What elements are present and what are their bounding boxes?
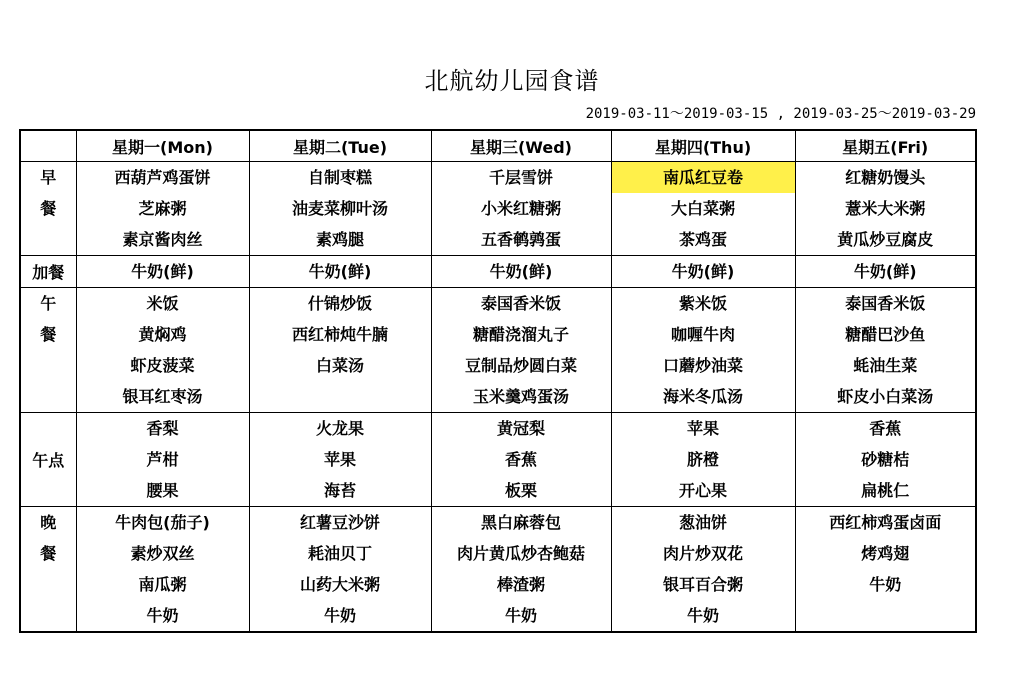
dish-item: 黄焖鸡 xyxy=(138,325,187,344)
menu-cell-dinner-mon xyxy=(76,507,249,633)
meal-row-breakfast xyxy=(20,162,976,256)
meal-row-lunch xyxy=(20,288,976,413)
meal-label-char: 餐 xyxy=(40,544,57,563)
dish-item: 西红柿鸡蛋卤面 xyxy=(829,513,942,532)
meal-label-dinner xyxy=(20,507,76,633)
dish-item: 香梨 xyxy=(146,419,179,438)
meal-label-breakfast xyxy=(20,162,76,256)
dish-item: 板栗 xyxy=(504,481,537,500)
dish-item: 苹果 xyxy=(686,419,719,438)
dish-item: 咖喱牛肉 xyxy=(670,325,735,344)
dish-item: 海苔 xyxy=(323,481,356,500)
menu-cell-lunch-wed xyxy=(431,288,611,413)
day-header-thu: 星期四(Thu) xyxy=(611,130,795,162)
dish-item: 糖醋浇溜丸子 xyxy=(472,325,569,344)
dish-item: 火龙果 xyxy=(315,419,364,438)
dish-item: 苹果 xyxy=(323,450,356,469)
dish-item: 脐橙 xyxy=(686,450,719,469)
menu-cell-breakfast-tue xyxy=(249,162,431,256)
meal-label-char: 晚 xyxy=(40,513,57,532)
day-header-wed: 星期三(Wed) xyxy=(431,130,611,162)
corner-cell xyxy=(20,130,76,162)
date-range: 2019-03-11～2019-03-15 , 2019-03-25～2019-03-29 xyxy=(585,106,976,122)
dish-item: 南瓜粥 xyxy=(138,575,187,594)
dish-item xyxy=(796,600,976,631)
menu-cell-breakfast-wed xyxy=(431,162,611,256)
menu-cell-afternoon-snack-fri xyxy=(795,413,976,507)
meal-label-char: 早 xyxy=(40,168,57,187)
dish-item: 芦柑 xyxy=(146,450,179,469)
dish-item: 山药大米粥 xyxy=(299,575,380,594)
menu-cell-snack-fri xyxy=(795,256,976,288)
dish-item: 葱油饼 xyxy=(678,513,727,532)
dish-item: 棒渣粥 xyxy=(496,575,545,594)
menu-cell-afternoon-snack-thu xyxy=(611,413,795,507)
meal-row-dinner xyxy=(20,507,976,633)
meal-label-lunch xyxy=(20,288,76,413)
dish-item: 素京酱肉丝 xyxy=(122,230,203,249)
dish-item: 虾皮菠菜 xyxy=(130,356,195,375)
dish-item: 香蕉 xyxy=(504,450,537,469)
dish-item: 牛奶(鲜) xyxy=(131,262,194,281)
meal-label-snack: 加餐 xyxy=(20,256,76,288)
dish-item: 白菜汤 xyxy=(315,356,364,375)
meal-label-afternoon-snack: 午点 xyxy=(20,413,76,507)
dish-item: 牛奶 xyxy=(146,606,179,625)
dish-item: 紫米饭 xyxy=(678,294,727,313)
menu-cell-snack-tue xyxy=(249,256,431,288)
dish-item: 银耳红枣汤 xyxy=(122,387,203,406)
dish-item: 红薯豆沙饼 xyxy=(299,513,380,532)
dish-item: 牛奶(鲜) xyxy=(671,262,735,281)
dish-item: 口蘑炒油菜 xyxy=(662,356,743,375)
dish-item: 银耳百合粥 xyxy=(662,575,743,594)
dish-item: 小米红糖粥 xyxy=(480,199,561,218)
menu-cell-dinner-tue xyxy=(249,507,431,633)
day-header-tue: 星期二(Tue) xyxy=(249,130,431,162)
dish-item: 牛奶(鲜) xyxy=(308,262,372,281)
dish-item: 海米冬瓜汤 xyxy=(662,387,743,406)
dish-item: 黄冠梨 xyxy=(496,419,545,438)
dish-item: 西葫芦鸡蛋饼 xyxy=(114,168,211,187)
menu-cell-snack-wed xyxy=(431,256,611,288)
menu-cell-snack-thu xyxy=(611,256,795,288)
dish-item: 牛奶 xyxy=(323,606,356,625)
dish-item: 茶鸡蛋 xyxy=(678,230,727,249)
dish-item: 牛奶 xyxy=(869,575,902,594)
dish-item: 五香鹌鹑蛋 xyxy=(480,230,561,249)
dish-item: 牛奶 xyxy=(504,606,537,625)
dish-item: 芝麻粥 xyxy=(138,199,187,218)
dish-item: 开心果 xyxy=(678,481,727,500)
dish-item: 大白菜粥 xyxy=(670,199,735,218)
dish-item: 泰国香米饭 xyxy=(845,294,926,313)
menu-cell-dinner-fri xyxy=(795,507,976,633)
meal-label-char: 午 xyxy=(40,294,57,313)
dish-item: 肉片炒双花 xyxy=(662,544,743,563)
dish-item: 香蕉 xyxy=(869,419,902,438)
dish-item: 什锦炒饭 xyxy=(307,294,372,313)
menu-cell-afternoon-snack-tue xyxy=(249,413,431,507)
dish-item: 千层雪饼 xyxy=(488,168,553,187)
menu-table xyxy=(19,129,977,633)
dish-item: 砂糖桔 xyxy=(861,450,910,469)
menu-cell-lunch-fri xyxy=(795,288,976,413)
menu-cell-lunch-thu xyxy=(611,288,795,413)
dish-item: 烤鸡翅 xyxy=(861,544,910,563)
meal-label-char: 餐 xyxy=(40,325,57,344)
dish-item: 西红柿炖牛腩 xyxy=(291,325,388,344)
meal-label-char: 餐 xyxy=(40,199,57,218)
dish-item: 泰国香米饭 xyxy=(480,294,561,313)
menu-body xyxy=(20,162,976,633)
dish-item xyxy=(250,381,431,412)
menu-cell-snack-mon xyxy=(76,256,249,288)
dish-item: 素鸡腿 xyxy=(315,230,364,249)
dish-item: 米饭 xyxy=(146,294,179,313)
page-title: 北航幼儿园食谱 xyxy=(424,67,600,95)
dish-item: 虾皮小白菜汤 xyxy=(837,387,934,406)
dish-item: 蚝油生菜 xyxy=(853,356,918,375)
day-header-mon: 星期一(Mon) xyxy=(76,130,249,162)
dish-item: 糖醋巴沙鱼 xyxy=(845,325,926,344)
menu-cell-breakfast-fri xyxy=(795,162,976,256)
dish-item: 玉米羹鸡蛋汤 xyxy=(472,387,569,406)
dish-item: 牛肉包(茄子) xyxy=(115,513,210,532)
dish-item: 黄瓜炒豆腐皮 xyxy=(837,230,934,249)
dish-item: 豆制品炒圆白菜 xyxy=(464,356,577,375)
meal-row-snack xyxy=(20,256,976,288)
menu-cell-breakfast-mon xyxy=(76,162,249,256)
menu-cell-breakfast-thu xyxy=(611,162,795,256)
dish-item: 薏米大米粥 xyxy=(845,199,926,218)
dish-item: 牛奶 xyxy=(686,606,719,625)
dish-item: 油麦菜柳叶汤 xyxy=(291,199,388,218)
meal-row-afternoon-snack xyxy=(20,413,976,507)
menu-cell-dinner-thu xyxy=(611,507,795,633)
dish-item: 扁桃仁 xyxy=(861,481,910,500)
menu-cell-lunch-tue xyxy=(249,288,431,413)
menu-cell-lunch-mon xyxy=(76,288,249,413)
dish-item: 自制枣糕 xyxy=(307,168,372,187)
dish-item: 黑白麻蓉包 xyxy=(480,513,561,532)
dish-item: 牛奶(鲜) xyxy=(489,262,553,281)
header-row xyxy=(20,130,976,162)
dish-item: 肉片黄瓜炒杏鲍菇 xyxy=(456,544,585,563)
dish-item: 耗油贝丁 xyxy=(307,544,372,563)
dish-item: 素炒双丝 xyxy=(130,544,195,563)
menu-cell-dinner-wed xyxy=(431,507,611,633)
day-header-fri: 星期五(Fri) xyxy=(795,130,976,162)
dish-item: 腰果 xyxy=(146,481,179,500)
dish-item-highlighted: 南瓜红豆卷 xyxy=(612,162,795,193)
dish-item: 红糖奶馒头 xyxy=(845,168,926,187)
dish-item: 牛奶(鲜) xyxy=(853,262,917,281)
menu-cell-afternoon-snack-mon xyxy=(76,413,249,507)
menu-cell-afternoon-snack-wed xyxy=(431,413,611,507)
